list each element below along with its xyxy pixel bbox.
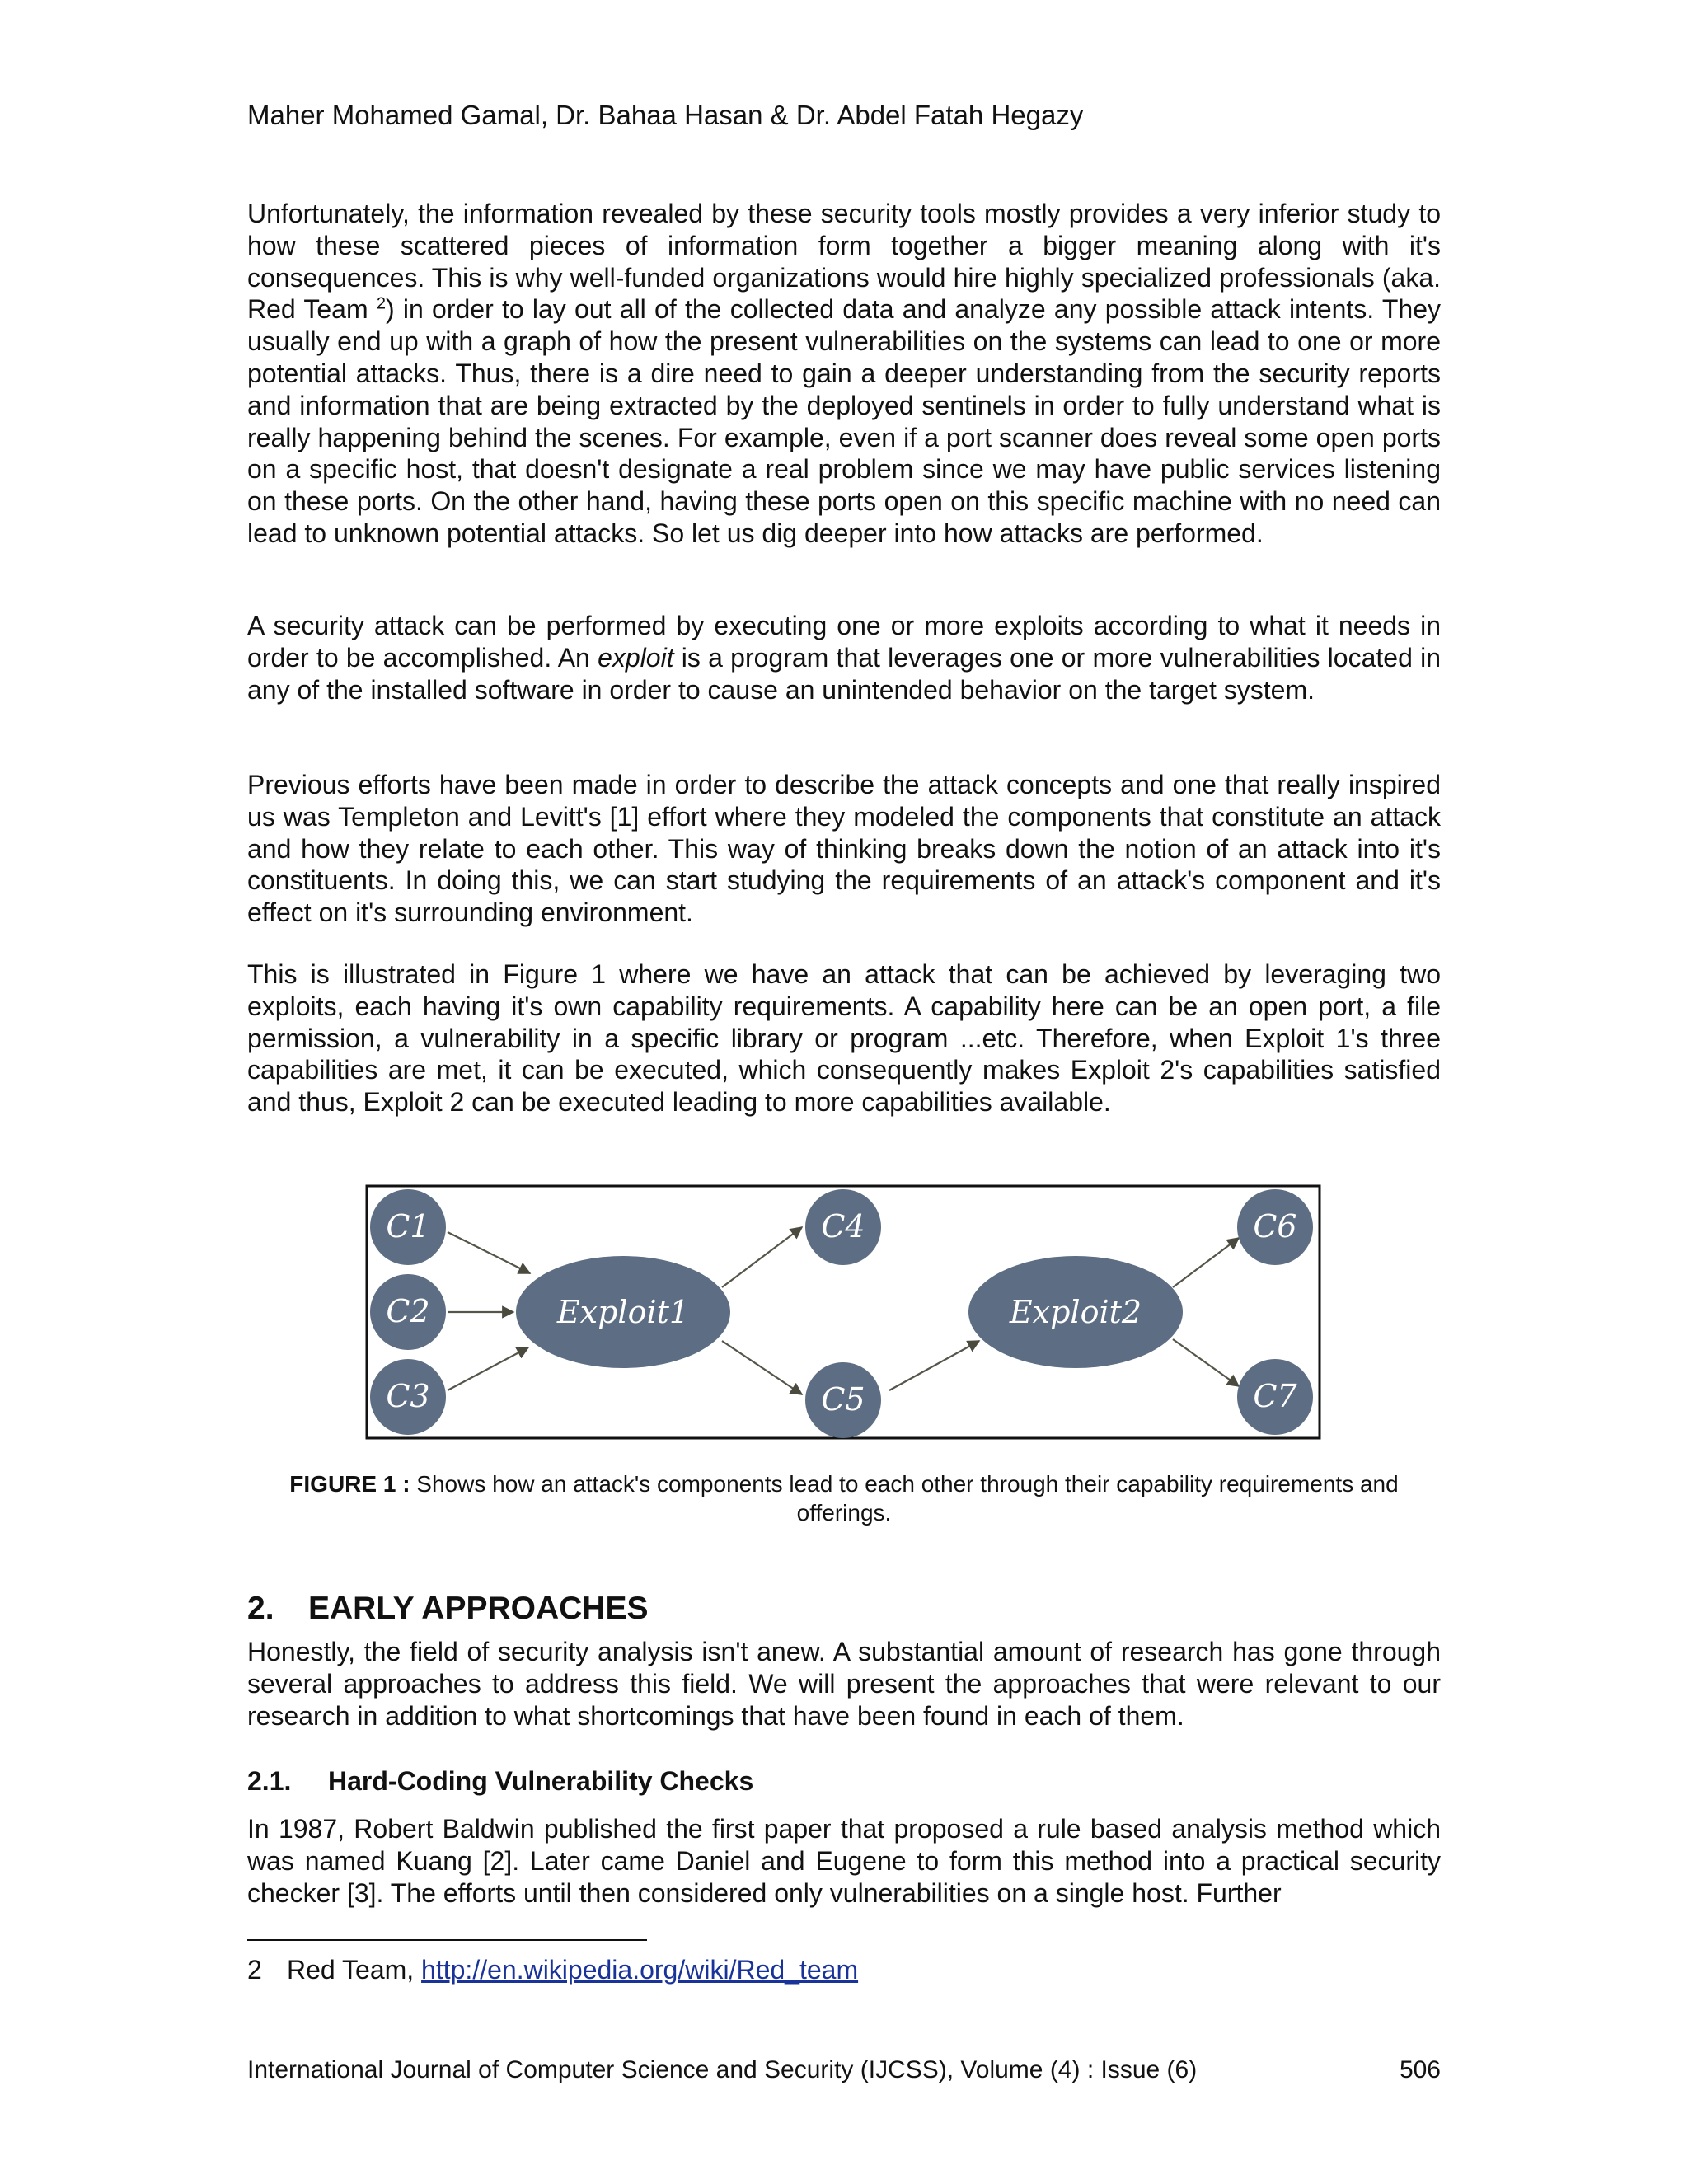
node-c1-label: C1 xyxy=(386,1208,430,1244)
paragraph-3: Previous efforts have been made in order to describe the attack concepts and one that really inspired us was Templeton and Levitt's [1] effort where they modeled the components that constitute an attack and how they relate to each other. This way of thinking breaks down the notion of an attack into it's constituents. In doing this, we can start studying the requirements of an attack's component and it's effect on it's surrounding environment. xyxy=(247,770,1441,928)
paragraph-2-text-a: A security attack can be performed by executing one or more exploits according to what it needs in order to be accomplished. An xyxy=(247,611,1441,673)
section-2-number: 2. xyxy=(247,1591,274,1626)
node-c5-label: C5 xyxy=(821,1381,865,1418)
running-header-authors: Maher Mohamed Gamal, Dr. Bahaa Hasan & Dr. Abdel Fatah Hegazy xyxy=(247,100,1084,130)
node-exploit1 xyxy=(516,1256,730,1368)
node-c2 xyxy=(370,1274,446,1350)
node-c7 xyxy=(1237,1359,1313,1435)
footer-journal: International Journal of Computer Science and Security (IJCSS), Volume (4) : Issue (6) xyxy=(247,2056,1198,2083)
footnote-link[interactable]: http://en.wikipedia.org/wiki/Red_team xyxy=(421,1955,859,1985)
paragraph-1-text-a: Unfortunately, the information revealed by these security tools mostly provides a very inferior study to how these scattered pieces of information form together a bigger meaning along with it's consequences. This is why well-funded organizations would hire highly specialized professionals (aka. Red Team xyxy=(247,199,1441,325)
footnote-ref-2[interactable]: 2 xyxy=(376,294,386,313)
node-c2-label: C2 xyxy=(386,1293,430,1329)
node-c6 xyxy=(1237,1189,1313,1265)
paragraph-6: In 1987, Robert Baldwin published the first paper that proposed a rule based analysis method which was named Kuang [2]. Later came Daniel and Eugene to form this method into a practical security checker [3]. The efforts until then considered only vulnerabilities on a single host. Further xyxy=(247,1814,1441,1908)
node-exploit1-label: Exploit1 xyxy=(556,1294,690,1330)
section-2-heading xyxy=(247,1588,649,1629)
section-2-1-title: Hard-Coding Vulnerability Checks xyxy=(328,1766,754,1796)
node-c3 xyxy=(370,1359,446,1435)
figure-1-caption-label: FIGURE 1 : xyxy=(289,1471,410,1497)
section-2-title: EARLY APPROACHES xyxy=(308,1591,649,1626)
footer-page-number: 506 xyxy=(1399,2056,1441,2083)
node-c3-label: C3 xyxy=(386,1378,430,1414)
paragraph-2 xyxy=(247,610,1441,705)
node-c1 xyxy=(370,1189,446,1265)
paragraph-1 xyxy=(247,198,1441,550)
node-c4-label: C4 xyxy=(821,1208,865,1244)
figure-1-diagram xyxy=(365,1184,1321,1440)
paragraph-2-text-b: is a program that leverages one or more vulnerabilities located in any of the installed software in order to cause an unintended behavior on the target system. xyxy=(247,642,1442,705)
node-c7-label: C7 xyxy=(1253,1378,1297,1414)
node-c4 xyxy=(805,1189,881,1265)
footnote-number: 2 xyxy=(247,1955,262,1985)
node-c6-label: C6 xyxy=(1253,1208,1297,1244)
figure-1-caption-text: Shows how an attack's components lead to each other through their capability requirements and offerings. xyxy=(410,1471,1399,1526)
page-footer xyxy=(247,2054,1441,2087)
node-exploit2-label: Exploit2 xyxy=(1009,1294,1142,1330)
figure-1-caption xyxy=(247,1469,1441,1527)
section-2-1-number: 2.1. xyxy=(247,1766,292,1796)
paragraph-2-emphasis: exploit xyxy=(598,642,674,673)
node-exploit2 xyxy=(968,1256,1183,1368)
section-2-1-heading xyxy=(247,1765,753,1797)
footnote-text: Red Team, xyxy=(287,1955,422,1985)
node-c5 xyxy=(805,1362,881,1438)
paragraph-1-text-b: ) in order to lay out all of the collected data and analyze any possible attack intents. They usually end up with a graph of how the present vulnerabilities on the systems can lead to one or more potential attacks. Thus, there is a dire need to gain a deeper understanding from the security reports and information that are being extracted by the deployed sentinels in order to fully understand what is really happening behind the scenes. For example, even if a port scanner does reveal some open ports on a specific host, that doesn't designate a real problem since we may have public services listening on these ports. On the other hand, having these ports open on this specific machine with no need can lead to unknown potential attacks. So let us dig deeper into how attacks are performed. xyxy=(247,294,1442,548)
footnote-divider xyxy=(247,1939,647,1941)
footnote-2 xyxy=(247,1953,858,1986)
paragraph-4: This is illustrated in Figure 1 where we have an attack that can be achieved by leveraging two exploits, each having it's own capability requirements. A capability here can be an open port, a file permission, a vulnerability in a specific library or program ...etc. Therefore, when Exploit 1's three capabilities are met, it can be executed, which consequently makes Exploit 2's capabilities satisfied and thus, Exploit 2 can be executed leading to more capabilities available. xyxy=(247,959,1441,1118)
paragraph-5: Honestly, the field of security analysis isn't anew. A substantial amount of research has gone through several approaches to address this field. We will present the approaches that were relevant to our research in addition to what shortcomings that have been found in each of them. xyxy=(247,1637,1441,1731)
